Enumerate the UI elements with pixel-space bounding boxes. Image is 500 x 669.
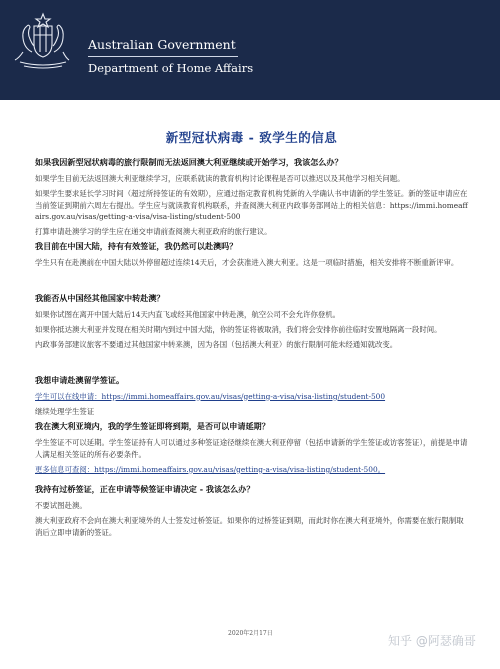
document-title: 新型冠状病毒 - 致学生的信息 [165, 130, 338, 145]
header-banner [0, 0, 500, 100]
paragraph: 继续处理学生签证 [35, 406, 95, 416]
footer-date: 2020年2月17日 [228, 630, 273, 637]
paragraph: 不要试图赴澳。 [35, 501, 87, 511]
document-body [0, 100, 500, 669]
department-name: Department of Home Affairs [88, 61, 254, 75]
visa-link[interactable]: 更多信息可查阅：https://immi.homeaffairs.gov.au/visas/getting-a-visa/visa-listing/student-500。 [35, 464, 386, 474]
section-question: 我能否从中国经其他国家中转赴澳？ [35, 292, 165, 303]
section-question: 我想申请赴澳留学签证。 [35, 374, 125, 385]
section-question: 我在澳大利亚境内，我的学生签证即将到期，是否可以申请延期？ [35, 421, 270, 432]
watermark: 知乎 @阿瑟确哥 [388, 634, 476, 648]
government-name: Australian Government [88, 37, 236, 52]
header-divider [88, 56, 238, 57]
paragraph: 如果你试图在离开中国大陆后14天内直飞或经其他国家中转赴澳，航空公司不会允许你登机。 [35, 309, 341, 319]
coat-of-arms-icon [10, 12, 76, 72]
paragraph: 澳大利亚政府不会向在澳大利亚境外的人士签发过桥签证。如果你的过桥签证到期，而此时你在澳大利亚境外，你需要在旅行限制取消后立即申请新的签证。 [35, 516, 464, 537]
paragraph: 打算申请赴澳学习的学生应在递交申请前查阅澳大利亚政府的旅行建议。 [35, 227, 272, 237]
paragraph: 内政事务部建议旅客不要通过其他国家中转来澳，因为各国（包括澳大利亚）的旅行限制可能未经通知就改变。 [35, 340, 398, 350]
section-question: 我目前在中国大陆，持有有效签证，我仍然可以赴澳吗？ [35, 241, 238, 252]
section-question: 如果我因新型冠状病毒的旅行限制而无法返回澳大利亚继续或开始学习，我该怎么办？ [35, 157, 343, 167]
paragraph: 如果学生要求延长学习时间（超过所持签证的有效期），应通过指定教育机构凭新的入学确认书申请新的学生签证。新的签证申请应在当前签证到期前六周左右提出。学生应与就读教育机构联系，并查阅澳大利亚内政事务部网站上的相关信息：https://immi.homeaffairs.gov.au/visas/getting-a-visa/visa-listing/student-500 [35, 189, 468, 221]
government-title [88, 38, 253, 75]
section-question: 我持有过桥签证，正在申请等候签证申请决定 - 我该怎么办？ [35, 484, 255, 495]
paragraph: 学生签证不可以延期。学生签证持有人可以通过多种签证途径继续在澳大利亚停留（包括申请新的学生签证或访客签证），前提是申请人满足相关签证的所有必要条件。 [35, 438, 468, 459]
paragraph: 学生只有在赴澳前在中国大陆以外停留超过连续14天后，才会获准进入澳大利亚。这是一项临时措施，相关安排将不断重新评审。 [35, 258, 459, 268]
paragraph: 如果学生目前无法返回澳大利亚继续学习，应联系就读的教育机构讨论课程是否可以推迟以及其他学习相关问题。 [35, 174, 405, 183]
visa-link[interactable]: 学生可以在线申请：https://immi.homeaffairs.gov.au/visas/getting-a-visa/visa-listing/student-500 [35, 391, 386, 401]
paragraph: 如果你抵达澳大利亚并发现在相关时期内到过中国大陆，你的签证将被取消，我们将会安排你前往临时安置地隔离一段时间。 [35, 325, 442, 335]
